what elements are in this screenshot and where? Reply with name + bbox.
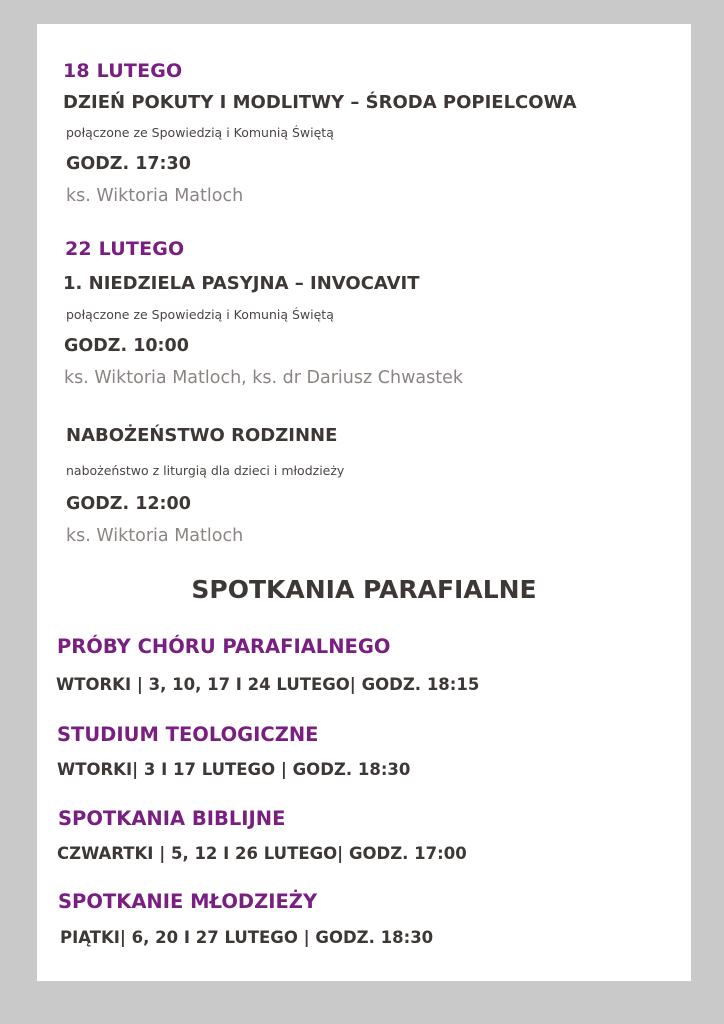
meeting-schedule: PIĄTKI| 6, 20 I 27 LUTEGO | GODZ. 18:30 [60,928,434,947]
event-description: nabożeństwo z liturgią dla dzieci i młodzieży [66,463,345,478]
event-time: GODZ. 10:00 [64,336,189,356]
event-date: 22 LUTEGO [65,238,185,260]
event-priest: ks. Wiktoria Matloch, ks. dr Dariusz Chwastek [64,368,463,388]
meeting-schedule: WTORKI | 3, 10, 17 I 24 LUTEGO| GODZ. 18:15 [56,675,480,694]
event-priest: ks. Wiktoria Matloch [66,186,244,206]
event-description: połączone ze Spowiedzią i Komunią Świętą [66,307,334,322]
event-time: GODZ. 12:00 [66,494,191,514]
event-title: DZIEŃ POKUTY I MODLITWY – ŚRODA POPIELCOWA [63,92,577,113]
meeting-schedule: WTORKI| 3 I 17 LUTEGO | GODZ. 18:30 [57,760,411,779]
event-date: 18 LUTEGO [63,60,183,82]
meeting-name: SPOTKANIE MŁODZIEŻY [58,890,318,913]
section-title: SPOTKANIA PARAFIALNE [191,575,537,604]
meeting-name: PRÓBY CHÓRU PARAFIALNEGO [57,635,391,658]
event-title: NABOŻEŃSTWO RODZINNE [66,425,338,446]
meeting-schedule: CZWARTKI | 5, 12 I 26 LUTEGO| GODZ. 17:00 [57,844,467,863]
event-priest: ks. Wiktoria Matloch [66,526,244,546]
event-title: 1. NIEDZIELA PASYJNA – INVOCAVIT [63,273,420,294]
event-time: GODZ. 17:30 [66,154,191,174]
meeting-name: STUDIUM TEOLOGICZNE [57,723,319,746]
event-description: połączone ze Spowiedzią i Komunią Świętą [66,125,334,140]
document-page [37,24,691,981]
meeting-name: SPOTKANIA BIBLIJNE [58,807,286,830]
